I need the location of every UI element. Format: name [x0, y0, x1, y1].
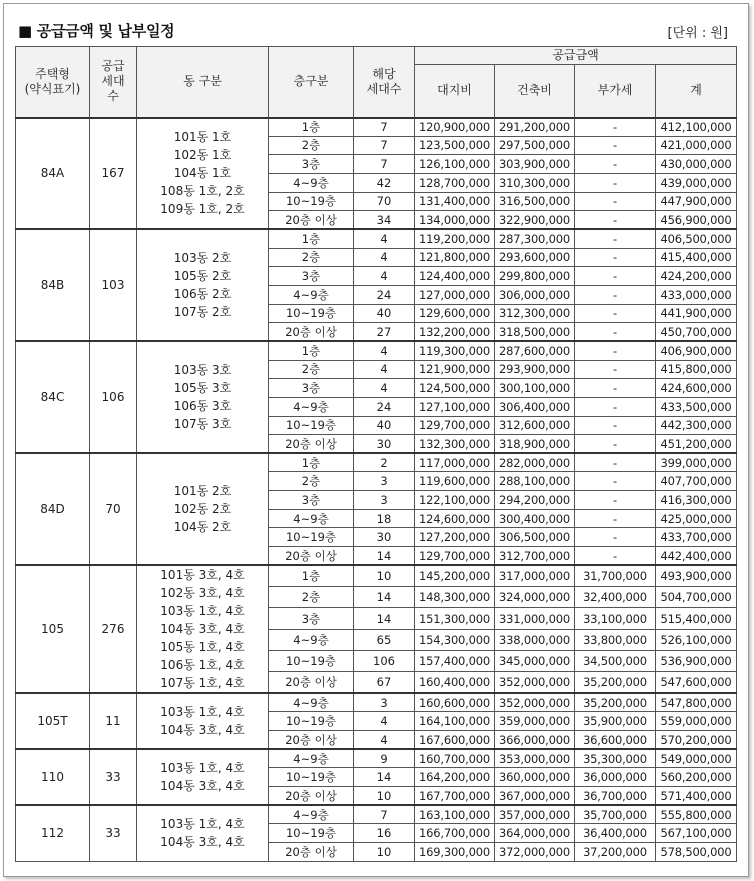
units-cell: 106 [354, 651, 415, 672]
units-cell: 4 [354, 379, 415, 398]
land-cost-cell: 127,200,000 [415, 528, 495, 547]
unit-type-cell: 84A [16, 118, 90, 230]
total-cell: 406,500,000 [656, 229, 737, 248]
land-cost-cell: 119,300,000 [415, 341, 495, 360]
floor-cell: 10~19층 [269, 528, 354, 547]
units-cell: 4 [354, 360, 415, 379]
building-cost-cell: 345,000,000 [495, 651, 575, 672]
land-cost-cell: 169,300,000 [415, 843, 495, 862]
floor-cell: 20층 이상 [269, 787, 354, 806]
building-list-cell: 103동 3호 105동 3호 106동 3호 107동 3호 [137, 341, 269, 453]
vat-cell: 35,900,000 [575, 712, 656, 731]
total-cell: 424,600,000 [656, 379, 737, 398]
floor-cell: 4~9층 [269, 629, 354, 650]
units-cell: 2 [354, 453, 415, 472]
building-cost-cell: 312,600,000 [495, 416, 575, 435]
vat-cell: - [575, 118, 656, 137]
unit-type-group [16, 693, 737, 749]
building-cost-cell: 324,000,000 [495, 587, 575, 608]
land-cost-cell: 148,300,000 [415, 587, 495, 608]
units-cell: 7 [354, 805, 415, 824]
land-cost-cell: 119,200,000 [415, 229, 495, 248]
units-cell: 4 [354, 229, 415, 248]
land-cost-cell: 151,300,000 [415, 608, 495, 629]
vat-cell: - [575, 509, 656, 528]
header-units: 해당 세대수 [354, 47, 415, 118]
total-cell: 450,700,000 [656, 323, 737, 342]
building-cost-cell: 306,500,000 [495, 528, 575, 547]
floor-cell: 2층 [269, 472, 354, 491]
units-cell: 14 [354, 587, 415, 608]
building-cost-cell: 312,700,000 [495, 547, 575, 566]
units-cell: 67 [354, 672, 415, 693]
units-cell: 14 [354, 547, 415, 566]
total-cell: 456,900,000 [656, 211, 737, 230]
total-cell: 571,400,000 [656, 787, 737, 806]
unit-type-group [16, 805, 737, 861]
floor-cell: 10~19층 [269, 192, 354, 211]
building-cost-cell: 282,000,000 [495, 453, 575, 472]
building-list-cell: 103동 2호 105동 2호 106동 2호 107동 2호 [137, 229, 269, 341]
building-cost-cell: 306,000,000 [495, 285, 575, 304]
units-cell: 16 [354, 824, 415, 843]
unit-type-cell: 112 [16, 805, 90, 861]
total-cell: 425,000,000 [656, 509, 737, 528]
header-vat: 부가세 [575, 65, 656, 118]
building-cost-cell: 364,000,000 [495, 824, 575, 843]
land-cost-cell: 163,100,000 [415, 805, 495, 824]
floor-cell: 4~9층 [269, 805, 354, 824]
units-cell: 7 [354, 136, 415, 155]
building-cost-cell: 372,000,000 [495, 843, 575, 862]
total-cell: 555,800,000 [656, 805, 737, 824]
total-cell: 570,200,000 [656, 731, 737, 750]
vat-cell: 34,500,000 [575, 651, 656, 672]
total-cell: 526,100,000 [656, 629, 737, 650]
supply-count-cell: 70 [90, 453, 137, 565]
header-floor: 층구분 [269, 47, 354, 118]
unit-type-group [16, 118, 737, 230]
total-cell: 536,900,000 [656, 651, 737, 672]
total-cell: 504,700,000 [656, 587, 737, 608]
units-cell: 3 [354, 472, 415, 491]
floor-cell: 10~19층 [269, 651, 354, 672]
units-cell: 3 [354, 491, 415, 510]
vat-cell: 37,200,000 [575, 843, 656, 862]
floor-cell: 4~9층 [269, 749, 354, 768]
unit-type-cell: 84B [16, 229, 90, 341]
building-cost-cell: 357,000,000 [495, 805, 575, 824]
supply-count-cell: 103 [90, 229, 137, 341]
vat-cell: - [575, 453, 656, 472]
land-cost-cell: 123,500,000 [415, 136, 495, 155]
land-cost-cell: 131,400,000 [415, 192, 495, 211]
total-cell: 424,200,000 [656, 267, 737, 286]
unit-type-cell: 84D [16, 453, 90, 565]
floor-cell: 4~9층 [269, 693, 354, 712]
land-cost-cell: 166,700,000 [415, 824, 495, 843]
floor-cell: 2층 [269, 360, 354, 379]
table-row [16, 229, 737, 248]
unit-type-cell: 105T [16, 693, 90, 749]
vat-cell: 36,600,000 [575, 731, 656, 750]
land-cost-cell: 129,700,000 [415, 547, 495, 566]
total-cell: 547,600,000 [656, 672, 737, 693]
units-cell: 3 [354, 693, 415, 712]
floor-cell: 20층 이상 [269, 731, 354, 750]
floor-cell: 20층 이상 [269, 672, 354, 693]
total-cell: 439,000,000 [656, 173, 737, 192]
units-cell: 40 [354, 304, 415, 323]
vat-cell: - [575, 211, 656, 230]
building-cost-cell: 366,000,000 [495, 731, 575, 750]
building-cost-cell: 359,000,000 [495, 712, 575, 731]
units-cell: 24 [354, 397, 415, 416]
total-cell: 399,000,000 [656, 453, 737, 472]
page-title: ■ 공급금액 및 납부일정 [18, 22, 175, 40]
land-cost-cell: 167,700,000 [415, 787, 495, 806]
units-cell: 42 [354, 173, 415, 192]
land-cost-cell: 121,900,000 [415, 360, 495, 379]
vat-cell: 36,700,000 [575, 787, 656, 806]
land-cost-cell: 164,200,000 [415, 768, 495, 787]
floor-cell: 1층 [269, 118, 354, 137]
land-cost-cell: 164,100,000 [415, 712, 495, 731]
table-row [16, 749, 737, 768]
floor-cell: 3층 [269, 379, 354, 398]
vat-cell: - [575, 491, 656, 510]
vat-cell: - [575, 547, 656, 566]
building-cost-cell: 352,000,000 [495, 672, 575, 693]
vat-cell: - [575, 435, 656, 454]
units-cell: 24 [354, 285, 415, 304]
building-cost-cell: 317,000,000 [495, 565, 575, 586]
header-supply-amount: 공급금액 [415, 47, 737, 65]
land-cost-cell: 132,300,000 [415, 435, 495, 454]
land-cost-cell: 124,400,000 [415, 267, 495, 286]
land-cost-cell: 124,500,000 [415, 379, 495, 398]
table-row [16, 453, 737, 472]
building-cost-cell: 303,900,000 [495, 155, 575, 174]
floor-cell: 3층 [269, 155, 354, 174]
vat-cell: 35,200,000 [575, 672, 656, 693]
building-list-cell: 103동 1호, 4호 104동 3호, 4호 [137, 749, 269, 805]
floor-cell: 2층 [269, 136, 354, 155]
building-cost-cell: 352,000,000 [495, 693, 575, 712]
land-cost-cell: 160,400,000 [415, 672, 495, 693]
vat-cell: - [575, 472, 656, 491]
header-building: 건축비 [495, 65, 575, 118]
vat-cell: 35,300,000 [575, 749, 656, 768]
unit-type-group [16, 229, 737, 341]
supply-count-cell: 33 [90, 805, 137, 861]
vat-cell: 36,000,000 [575, 768, 656, 787]
land-cost-cell: 120,900,000 [415, 118, 495, 137]
total-cell: 433,000,000 [656, 285, 737, 304]
vat-cell: - [575, 267, 656, 286]
floor-cell: 20층 이상 [269, 435, 354, 454]
land-cost-cell: 167,600,000 [415, 731, 495, 750]
total-cell: 493,900,000 [656, 565, 737, 586]
vat-cell: - [575, 229, 656, 248]
vat-cell: - [575, 192, 656, 211]
vat-cell: 33,100,000 [575, 608, 656, 629]
floor-cell: 4~9층 [269, 509, 354, 528]
unit-type-cell: 84C [16, 341, 90, 453]
land-cost-cell: 154,300,000 [415, 629, 495, 650]
floor-cell: 10~19층 [269, 824, 354, 843]
unit-type-cell: 105 [16, 565, 90, 693]
units-cell: 4 [354, 341, 415, 360]
total-cell: 549,000,000 [656, 749, 737, 768]
vat-cell: - [575, 173, 656, 192]
units-cell: 27 [354, 323, 415, 342]
floor-cell: 20층 이상 [269, 843, 354, 862]
units-cell: 34 [354, 211, 415, 230]
floor-cell: 1층 [269, 229, 354, 248]
floor-cell: 10~19층 [269, 768, 354, 787]
floor-cell: 3층 [269, 267, 354, 286]
price-table [15, 46, 737, 862]
land-cost-cell: 145,200,000 [415, 565, 495, 586]
building-cost-cell: 300,100,000 [495, 379, 575, 398]
building-cost-cell: 293,900,000 [495, 360, 575, 379]
total-cell: 515,400,000 [656, 608, 737, 629]
units-cell: 10 [354, 787, 415, 806]
building-cost-cell: 310,300,000 [495, 173, 575, 192]
supply-count-cell: 33 [90, 749, 137, 805]
floor-cell: 4~9층 [269, 397, 354, 416]
total-cell: 430,000,000 [656, 155, 737, 174]
building-cost-cell: 367,000,000 [495, 787, 575, 806]
units-cell: 14 [354, 608, 415, 629]
total-cell: 415,400,000 [656, 248, 737, 267]
land-cost-cell: 128,700,000 [415, 173, 495, 192]
building-cost-cell: 299,800,000 [495, 267, 575, 286]
unit-type-group [16, 565, 737, 693]
header-total: 계 [656, 65, 737, 118]
land-cost-cell: 132,200,000 [415, 323, 495, 342]
units-cell: 9 [354, 749, 415, 768]
header-land: 대지비 [415, 65, 495, 118]
units-cell: 4 [354, 267, 415, 286]
building-cost-cell: 312,300,000 [495, 304, 575, 323]
building-cost-cell: 297,500,000 [495, 136, 575, 155]
floor-cell: 20층 이상 [269, 547, 354, 566]
table-row [16, 118, 737, 137]
building-list-cell: 103동 1호, 4호 104동 3호, 4호 [137, 805, 269, 861]
supply-count-cell: 167 [90, 118, 137, 230]
header-dong: 동 구분 [137, 47, 269, 118]
floor-cell: 1층 [269, 341, 354, 360]
total-cell: 421,000,000 [656, 136, 737, 155]
floor-cell: 3층 [269, 608, 354, 629]
building-cost-cell: 293,600,000 [495, 248, 575, 267]
table-row [16, 805, 737, 824]
units-cell: 18 [354, 509, 415, 528]
total-cell: 441,900,000 [656, 304, 737, 323]
land-cost-cell: 117,000,000 [415, 453, 495, 472]
vat-cell: - [575, 304, 656, 323]
units-cell: 65 [354, 629, 415, 650]
floor-cell: 20층 이상 [269, 211, 354, 230]
total-cell: 406,900,000 [656, 341, 737, 360]
total-cell: 447,900,000 [656, 192, 737, 211]
floor-cell: 2층 [269, 248, 354, 267]
units-cell: 40 [354, 416, 415, 435]
vat-cell: 32,400,000 [575, 587, 656, 608]
land-cost-cell: 122,100,000 [415, 491, 495, 510]
header-supply-units: 공급 세대 수 [90, 47, 137, 118]
building-cost-cell: 300,400,000 [495, 509, 575, 528]
land-cost-cell: 127,000,000 [415, 285, 495, 304]
vat-cell: 33,800,000 [575, 629, 656, 650]
building-list-cell: 101동 3호, 4호 102동 3호, 4호 103동 1호, 4호 104동 3호, 4호 105동 1호, 4호 106동 1호, 4호 107동 1호, 4호 [137, 565, 269, 693]
supply-count-cell: 106 [90, 341, 137, 453]
floor-cell: 4~9층 [269, 285, 354, 304]
units-cell: 10 [354, 843, 415, 862]
total-cell: 433,500,000 [656, 397, 737, 416]
land-cost-cell: 127,100,000 [415, 397, 495, 416]
building-cost-cell: 316,500,000 [495, 192, 575, 211]
building-list-cell: 101동 2호 102동 2호 104동 2호 [137, 453, 269, 565]
total-cell: 442,400,000 [656, 547, 737, 566]
unit-type-cell: 110 [16, 749, 90, 805]
building-cost-cell: 338,000,000 [495, 629, 575, 650]
vat-cell: - [575, 323, 656, 342]
building-list-cell: 101동 1호 102동 1호 104동 1호 108동 1호, 2호 109동 1호, 2호 [137, 118, 269, 230]
vat-cell: - [575, 379, 656, 398]
floor-cell: 1층 [269, 565, 354, 586]
total-cell: 578,500,000 [656, 843, 737, 862]
units-cell: 14 [354, 768, 415, 787]
vat-cell: - [575, 397, 656, 416]
unit-type-group [16, 749, 737, 805]
units-cell: 30 [354, 435, 415, 454]
units-cell: 70 [354, 192, 415, 211]
vat-cell: - [575, 341, 656, 360]
vat-cell: - [575, 528, 656, 547]
building-cost-cell: 331,000,000 [495, 608, 575, 629]
units-cell: 10 [354, 565, 415, 586]
total-cell: 567,100,000 [656, 824, 737, 843]
building-cost-cell: 287,300,000 [495, 229, 575, 248]
land-cost-cell: 119,600,000 [415, 472, 495, 491]
land-cost-cell: 134,000,000 [415, 211, 495, 230]
building-cost-cell: 322,900,000 [495, 211, 575, 230]
units-cell: 4 [354, 248, 415, 267]
land-cost-cell: 160,600,000 [415, 693, 495, 712]
table-header [16, 47, 737, 118]
floor-cell: 3층 [269, 491, 354, 510]
floor-cell: 10~19층 [269, 304, 354, 323]
building-cost-cell: 291,200,000 [495, 118, 575, 137]
land-cost-cell: 126,100,000 [415, 155, 495, 174]
building-cost-cell: 353,000,000 [495, 749, 575, 768]
units-cell: 7 [354, 155, 415, 174]
floor-cell: 20층 이상 [269, 323, 354, 342]
land-cost-cell: 129,600,000 [415, 304, 495, 323]
total-cell: 412,100,000 [656, 118, 737, 137]
floor-cell: 10~19층 [269, 712, 354, 731]
units-cell: 30 [354, 528, 415, 547]
total-cell: 415,800,000 [656, 360, 737, 379]
vat-cell: - [575, 285, 656, 304]
total-cell: 547,800,000 [656, 693, 737, 712]
land-cost-cell: 129,700,000 [415, 416, 495, 435]
header-type: 주택형 (약식표기) [16, 47, 90, 118]
total-cell: 407,700,000 [656, 472, 737, 491]
floor-cell: 4~9층 [269, 173, 354, 192]
vat-cell: - [575, 155, 656, 174]
units-cell: 4 [354, 712, 415, 731]
vat-cell: 31,700,000 [575, 565, 656, 586]
total-cell: 442,300,000 [656, 416, 737, 435]
building-cost-cell: 318,500,000 [495, 323, 575, 342]
building-cost-cell: 294,200,000 [495, 491, 575, 510]
building-cost-cell: 288,100,000 [495, 472, 575, 491]
total-cell: 416,300,000 [656, 491, 737, 510]
unit-label: [단위 : 원] [667, 26, 728, 41]
building-cost-cell: 360,000,000 [495, 768, 575, 787]
vat-cell: - [575, 136, 656, 155]
vat-cell: 35,200,000 [575, 693, 656, 712]
building-cost-cell: 287,600,000 [495, 341, 575, 360]
land-cost-cell: 124,600,000 [415, 509, 495, 528]
vat-cell: 36,400,000 [575, 824, 656, 843]
floor-cell: 1층 [269, 453, 354, 472]
table-row [16, 341, 737, 360]
vat-cell: - [575, 360, 656, 379]
unit-type-group [16, 341, 737, 453]
vat-cell: - [575, 416, 656, 435]
units-cell: 4 [354, 731, 415, 750]
building-cost-cell: 318,900,000 [495, 435, 575, 454]
land-cost-cell: 157,400,000 [415, 651, 495, 672]
vat-cell: - [575, 248, 656, 267]
floor-cell: 10~19층 [269, 416, 354, 435]
building-cost-cell: 306,400,000 [495, 397, 575, 416]
building-list-cell: 103동 1호, 4호 104동 3호, 4호 [137, 693, 269, 749]
vat-cell: 35,700,000 [575, 805, 656, 824]
floor-cell: 2층 [269, 587, 354, 608]
land-cost-cell: 160,700,000 [415, 749, 495, 768]
total-cell: 451,200,000 [656, 435, 737, 454]
total-cell: 433,700,000 [656, 528, 737, 547]
land-cost-cell: 121,800,000 [415, 248, 495, 267]
table-row [16, 693, 737, 712]
supply-count-cell: 11 [90, 693, 137, 749]
table-row [16, 565, 737, 586]
unit-type-group [16, 453, 737, 565]
total-cell: 560,200,000 [656, 768, 737, 787]
units-cell: 7 [354, 118, 415, 137]
supply-count-cell: 276 [90, 565, 137, 693]
total-cell: 559,000,000 [656, 712, 737, 731]
